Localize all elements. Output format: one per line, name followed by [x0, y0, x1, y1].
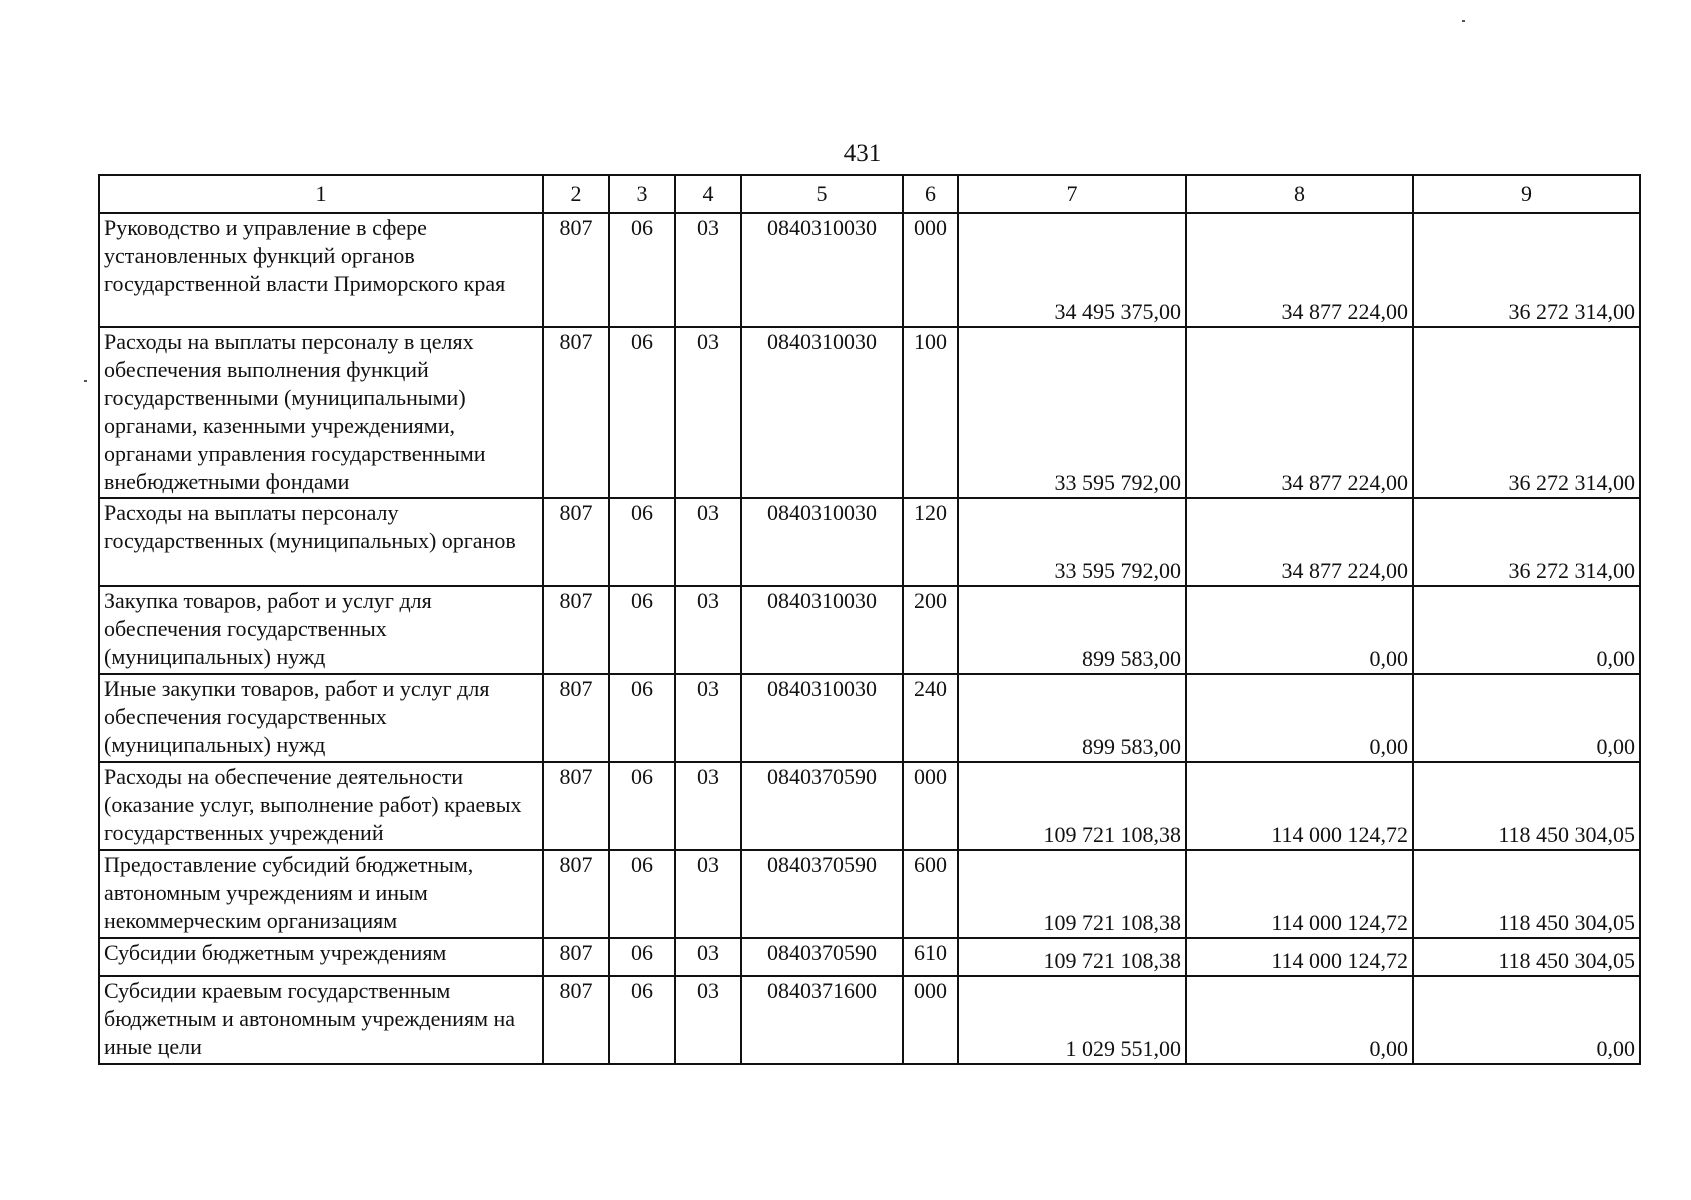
column-header: 9 — [1413, 175, 1640, 213]
ministry-code: 807 — [543, 213, 609, 327]
amount-col7: 109 721 108,38 — [958, 850, 1186, 938]
section-code: 06 — [609, 586, 675, 674]
target-article-code: 0840370590 — [741, 762, 903, 850]
amount-col9: 118 450 304,05 — [1413, 850, 1640, 938]
amount-col8: 34 877 224,00 — [1186, 498, 1413, 586]
ministry-code: 807 — [543, 498, 609, 586]
section-code: 06 — [609, 213, 675, 327]
table-row — [99, 762, 1640, 850]
table-row — [99, 213, 1640, 327]
scan-speck — [84, 380, 87, 382]
subsection-code: 03 — [675, 938, 741, 976]
ministry-code: 807 — [543, 938, 609, 976]
target-article-code: 0840370590 — [741, 938, 903, 976]
amount-col8: 0,00 — [1186, 976, 1413, 1064]
subsection-code: 03 — [675, 327, 741, 498]
ministry-code: 807 — [543, 976, 609, 1064]
ministry-code: 807 — [543, 586, 609, 674]
amount-col8: 34 877 224,00 — [1186, 327, 1413, 498]
expense-name: Расходы на обеспечение деятельности (оказание услуг, выполнение работ) краевых государственных учреждений — [99, 762, 543, 850]
expense-name: Предоставление субсидий бюджетным, автономным учреждениям и иным некоммерческим организациям — [99, 850, 543, 938]
amount-col9: 118 450 304,05 — [1413, 762, 1640, 850]
section-code: 06 — [609, 762, 675, 850]
expense-name: Закупка товаров, работ и услуг для обеспечения государственных (муниципальных) нужд — [99, 586, 543, 674]
table-row — [99, 938, 1640, 976]
section-code: 06 — [609, 938, 675, 976]
expense-name: Расходы на выплаты персоналу государственных (муниципальных) органов — [99, 498, 543, 586]
expense-name: Иные закупки товаров, работ и услуг для обеспечения государственных (муниципальных) нужд — [99, 674, 543, 762]
subsection-code: 03 — [675, 586, 741, 674]
column-header: 4 — [675, 175, 741, 213]
subsection-code: 03 — [675, 498, 741, 586]
table-header-row — [99, 175, 1640, 213]
column-header: 8 — [1186, 175, 1413, 213]
amount-col8: 0,00 — [1186, 586, 1413, 674]
ministry-code: 807 — [543, 674, 609, 762]
expense-type-code: 600 — [903, 850, 958, 938]
target-article-code: 0840310030 — [741, 674, 903, 762]
expense-name: Субсидии бюджетным учреждениям — [99, 938, 543, 976]
amount-col8: 114 000 124,72 — [1186, 850, 1413, 938]
amount-col8: 114 000 124,72 — [1186, 938, 1413, 976]
expense-type-code: 240 — [903, 674, 958, 762]
amount-col9: 0,00 — [1413, 674, 1640, 762]
expense-name: Руководство и управление в сфере установленных функций органов государственной власти Приморского края — [99, 213, 543, 327]
column-header: 5 — [741, 175, 903, 213]
expense-type-code: 610 — [903, 938, 958, 976]
amount-col7: 33 595 792,00 — [958, 498, 1186, 586]
column-header: 3 — [609, 175, 675, 213]
budget-table — [98, 174, 1641, 1065]
table-row — [99, 976, 1640, 1064]
expense-name: Расходы на выплаты персоналу в целях обеспечения выполнения функций государственными (муниципальными) органами, казенными учреждениями, органами управления государственными внебюджетными фондами — [99, 327, 543, 498]
scan-speck — [1462, 20, 1465, 22]
ministry-code: 807 — [543, 762, 609, 850]
page-number: 431 — [843, 140, 882, 167]
table-row — [99, 586, 1640, 674]
subsection-code: 03 — [675, 674, 741, 762]
target-article-code: 0840310030 — [741, 498, 903, 586]
column-header: 7 — [958, 175, 1186, 213]
amount-col7: 33 595 792,00 — [958, 327, 1186, 498]
target-article-code: 0840310030 — [741, 586, 903, 674]
subsection-code: 03 — [675, 850, 741, 938]
amount-col9: 36 272 314,00 — [1413, 213, 1640, 327]
section-code: 06 — [609, 850, 675, 938]
expense-type-code: 000 — [903, 762, 958, 850]
target-article-code: 0840310030 — [741, 213, 903, 327]
subsection-code: 03 — [675, 976, 741, 1064]
amount-col7: 34 495 375,00 — [958, 213, 1186, 327]
expense-name: Субсидии краевым государственным бюджетным и автономным учреждениям на иные цели — [99, 976, 543, 1064]
amount-col7: 109 721 108,38 — [958, 938, 1186, 976]
amount-col7: 899 583,00 — [958, 674, 1186, 762]
target-article-code: 0840371600 — [741, 976, 903, 1064]
amount-col8: 34 877 224,00 — [1186, 213, 1413, 327]
amount-col9: 36 272 314,00 — [1413, 327, 1640, 498]
expense-type-code: 000 — [903, 213, 958, 327]
table-row — [99, 498, 1640, 586]
amount-col9: 0,00 — [1413, 586, 1640, 674]
amount-col7: 1 029 551,00 — [958, 976, 1186, 1064]
section-code: 06 — [609, 498, 675, 586]
expense-type-code: 000 — [903, 976, 958, 1064]
expense-type-code: 100 — [903, 327, 958, 498]
amount-col8: 114 000 124,72 — [1186, 762, 1413, 850]
amount-col9: 0,00 — [1413, 976, 1640, 1064]
subsection-code: 03 — [675, 213, 741, 327]
section-code: 06 — [609, 327, 675, 498]
expense-type-code: 200 — [903, 586, 958, 674]
column-header: 2 — [543, 175, 609, 213]
table-row — [99, 674, 1640, 762]
ministry-code: 807 — [543, 327, 609, 498]
amount-col8: 0,00 — [1186, 674, 1413, 762]
column-header: 6 — [903, 175, 958, 213]
target-article-code: 0840370590 — [741, 850, 903, 938]
column-header: 1 — [99, 175, 543, 213]
section-code: 06 — [609, 674, 675, 762]
amount-col7: 899 583,00 — [958, 586, 1186, 674]
amount-col9: 36 272 314,00 — [1413, 498, 1640, 586]
table-row — [99, 327, 1640, 498]
subsection-code: 03 — [675, 762, 741, 850]
table-row — [99, 850, 1640, 938]
amount-col7: 109 721 108,38 — [958, 762, 1186, 850]
ministry-code: 807 — [543, 850, 609, 938]
amount-col9: 118 450 304,05 — [1413, 938, 1640, 976]
target-article-code: 0840310030 — [741, 327, 903, 498]
section-code: 06 — [609, 976, 675, 1064]
expense-type-code: 120 — [903, 498, 958, 586]
